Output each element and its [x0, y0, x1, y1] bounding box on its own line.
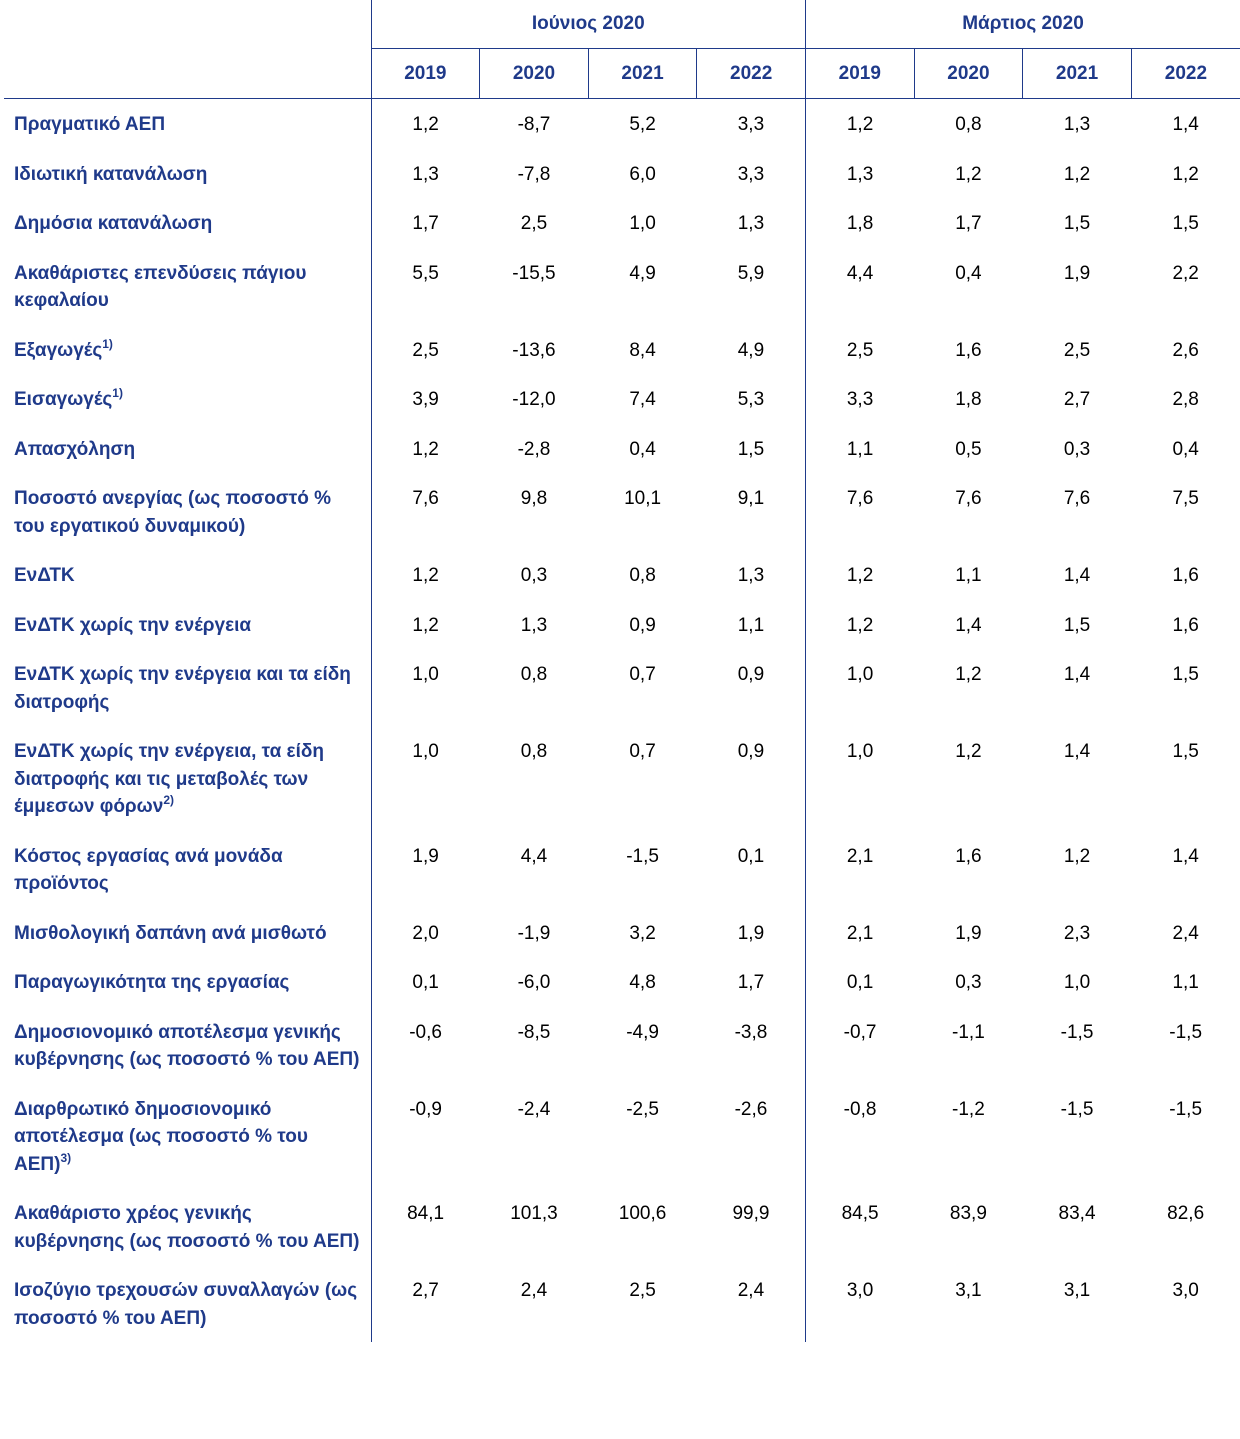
value-cell: 1,0 — [629, 213, 656, 234]
value-cell: 2,5 — [371, 325, 480, 375]
value-cell: -0,9 — [371, 1084, 480, 1189]
row-label — [4, 149, 371, 199]
value-cell: 4,9 — [737, 339, 765, 361]
value-cell: 2,4 — [520, 1280, 548, 1301]
value-cell: 2,7 — [371, 1265, 480, 1342]
value-cell: 7,6 — [955, 488, 982, 509]
value-cell: 1,4 — [1063, 741, 1091, 762]
value-cell: 4,8 — [629, 972, 656, 993]
value-cell: 1,2 — [955, 664, 982, 685]
value-cell: 1,7 — [737, 972, 765, 993]
value-cell: 2,5 — [629, 1280, 656, 1301]
value-cell: -1,5 — [1169, 1021, 1203, 1043]
table-row — [4, 649, 1240, 726]
value-cell: 1,8 — [955, 389, 982, 410]
value-cell: 4,4 — [520, 845, 548, 867]
table-row — [4, 473, 1240, 550]
row-label-text: Ιδιωτική κατανάλωση — [14, 163, 208, 185]
row-label-text: Κόστος εργασίας ανά μονάδα προϊόντος — [14, 845, 283, 894]
year-header: 2021 — [1023, 49, 1132, 99]
header-label-blank — [4, 49, 371, 99]
value-cell: 1,2 — [371, 550, 480, 600]
value-cell: 3,3 — [737, 163, 765, 185]
value-cell: 100,6 — [618, 1203, 667, 1224]
value-cell: 1,5 — [737, 438, 765, 460]
value-cell: 83,4 — [1058, 1203, 1096, 1224]
value-cell: 1,3 — [806, 149, 915, 199]
group-header-row — [4, 0, 1240, 49]
row-label — [4, 325, 371, 375]
table-row — [4, 1188, 1240, 1265]
value-cell: 2,4 — [737, 1280, 765, 1301]
value-cell: 7,4 — [629, 389, 656, 410]
value-cell: 2,5 — [1063, 339, 1091, 361]
year-header: 2019 — [371, 49, 480, 99]
year-header: 2021 — [588, 49, 697, 99]
row-label-text: ΕνΔΤΚ χωρίς την ενέργεια, τα είδη διατροφής και τις μεταβολές των έμμεσων φόρων — [14, 741, 324, 817]
table-row — [4, 248, 1240, 325]
value-cell: 2,3 — [1063, 922, 1091, 944]
table-row — [4, 600, 1240, 650]
value-cell: 2,8 — [1172, 389, 1199, 410]
value-cell: 1,3 — [520, 614, 548, 636]
table-row — [4, 726, 1240, 831]
value-cell: -0,8 — [806, 1084, 915, 1189]
value-cell: 6,0 — [629, 163, 656, 185]
table-row — [4, 1007, 1240, 1084]
value-cell: 1,2 — [806, 550, 915, 600]
row-label — [4, 1265, 371, 1342]
table-row — [4, 198, 1240, 248]
row-label-text: ΕνΔΤΚ χωρίς την ενέργεια και τα είδη διατροφής — [14, 664, 351, 713]
value-cell: 2,5 — [520, 213, 548, 234]
value-cell: 1,5 — [1172, 664, 1199, 685]
value-cell: 0,1 — [371, 957, 480, 1007]
table-row — [4, 424, 1240, 474]
row-label — [4, 424, 371, 474]
value-cell: -2,4 — [517, 1098, 551, 1120]
value-cell: -1,5 — [1060, 1021, 1094, 1043]
value-cell: 1,1 — [737, 614, 765, 636]
row-label-text: ΕνΔΤΚ χωρίς την ενέργεια — [14, 614, 252, 636]
value-cell: -1,1 — [952, 1021, 985, 1043]
value-cell: 2,1 — [806, 831, 915, 908]
row-label-text: Εισαγωγές — [14, 389, 113, 410]
value-cell: 2,6 — [1172, 339, 1199, 361]
value-cell: 4,4 — [806, 248, 915, 325]
value-cell: 1,3 — [737, 565, 765, 586]
value-cell: 5,3 — [737, 389, 765, 410]
value-cell: -0,7 — [806, 1007, 915, 1084]
value-cell: 0,8 — [520, 741, 548, 762]
value-cell: 2,5 — [806, 325, 915, 375]
year-header: 2020 — [480, 49, 589, 99]
table-row — [4, 831, 1240, 908]
value-cell: -1,5 — [626, 845, 659, 867]
value-cell: 82,6 — [1167, 1203, 1205, 1224]
value-cell: 83,9 — [949, 1203, 987, 1224]
value-cell: 1,6 — [955, 339, 982, 361]
value-cell: -2,5 — [626, 1098, 659, 1120]
row-label — [4, 550, 371, 600]
value-cell: 0,1 — [806, 957, 915, 1007]
row-label — [4, 1188, 371, 1265]
row-label-text: Δημόσια κατανάλωση — [14, 213, 213, 234]
row-label-text: ΕνΔΤΚ — [14, 565, 75, 586]
row-label — [4, 99, 371, 149]
value-cell: 99,9 — [732, 1203, 770, 1224]
value-cell: 1,9 — [371, 831, 480, 908]
value-cell: 5,2 — [629, 114, 656, 135]
value-cell: 1,0 — [806, 649, 915, 726]
value-cell: 1,4 — [955, 614, 982, 636]
value-cell: 1,0 — [371, 649, 480, 726]
table-row — [4, 957, 1240, 1007]
value-cell: 1,0 — [371, 726, 480, 831]
value-cell: 4,9 — [629, 262, 656, 284]
row-label-text: Πραγματικό ΑΕΠ — [14, 114, 166, 135]
group-june-2020: Ιούνιος 2020 — [371, 0, 805, 49]
value-cell: 1,3 — [737, 213, 765, 234]
value-cell: 8,4 — [629, 339, 656, 361]
value-cell: 1,1 — [806, 424, 915, 474]
value-cell: 1,4 — [1063, 664, 1091, 685]
value-cell: -8,5 — [517, 1021, 551, 1043]
value-cell: 0,3 — [520, 565, 548, 586]
value-cell: 0,4 — [955, 262, 982, 284]
value-cell: -1,2 — [952, 1098, 985, 1120]
year-header: 2022 — [697, 49, 806, 99]
value-cell: 1,5 — [1063, 614, 1091, 636]
row-label — [4, 600, 371, 650]
year-header: 2019 — [806, 49, 915, 99]
table-row — [4, 374, 1240, 424]
value-cell: 1,7 — [371, 198, 480, 248]
value-cell: 0,9 — [737, 664, 765, 685]
value-cell: -1,5 — [1169, 1098, 1203, 1120]
value-cell: -7,8 — [517, 163, 551, 185]
value-cell: 1,2 — [1063, 163, 1091, 185]
value-cell: -15,5 — [512, 262, 556, 284]
value-cell: 1,4 — [1063, 565, 1091, 586]
value-cell: 1,2 — [1172, 163, 1199, 185]
table-row — [4, 149, 1240, 199]
value-cell: 0,7 — [629, 741, 656, 762]
value-cell: 9,8 — [520, 488, 548, 509]
value-cell: 7,5 — [1172, 488, 1199, 509]
row-label — [4, 726, 371, 831]
value-cell: 2,0 — [371, 908, 480, 958]
table-body — [4, 99, 1240, 1343]
table-row — [4, 99, 1240, 149]
value-cell: 1,2 — [1063, 845, 1091, 867]
table-row — [4, 908, 1240, 958]
row-label-text: Ισοζύγιο τρεχουσών συναλλαγών (ως ποσοστό % του ΑΕΠ) — [14, 1280, 358, 1329]
value-cell: -6,0 — [517, 972, 551, 993]
value-cell: -4,9 — [626, 1021, 659, 1043]
header-blank — [4, 0, 371, 49]
value-cell: 1,5 — [1172, 741, 1199, 762]
value-cell: 0,8 — [955, 114, 982, 135]
year-header: 2022 — [1131, 49, 1240, 99]
value-cell: 3,0 — [1172, 1280, 1199, 1301]
value-cell: 0,3 — [955, 972, 982, 993]
value-cell: 1,2 — [806, 99, 915, 149]
value-cell: 1,9 — [955, 922, 982, 944]
value-cell: 1,0 — [1063, 972, 1091, 993]
value-cell: 1,6 — [955, 845, 982, 867]
value-cell: 3,1 — [955, 1280, 982, 1301]
group-march-2020: Μάρτιος 2020 — [806, 0, 1240, 49]
table-row — [4, 325, 1240, 375]
value-cell: 0,5 — [955, 438, 982, 460]
value-cell: 1,2 — [955, 741, 982, 762]
footnote-marker: 2) — [163, 793, 174, 807]
value-cell: -3,8 — [734, 1021, 768, 1043]
row-label — [4, 649, 371, 726]
row-label-text: Παραγωγικότητα της εργασίας — [14, 972, 290, 993]
value-cell: 3,3 — [737, 114, 765, 135]
value-cell: 3,9 — [371, 374, 480, 424]
value-cell: 1,9 — [1063, 262, 1091, 284]
row-label — [4, 1007, 371, 1084]
value-cell: 5,9 — [737, 262, 765, 284]
footnote-marker: 1) — [102, 336, 113, 351]
value-cell: 2,4 — [1172, 922, 1199, 944]
value-cell: 1,6 — [1172, 565, 1199, 586]
value-cell: 1,2 — [371, 600, 480, 650]
value-cell: -13,6 — [512, 339, 556, 361]
value-cell: 2,1 — [806, 908, 915, 958]
value-cell: 84,5 — [806, 1188, 915, 1265]
value-cell: 7,6 — [371, 473, 480, 550]
value-cell: 84,1 — [371, 1188, 480, 1265]
value-cell: 1,2 — [955, 163, 982, 185]
value-cell: 1,4 — [1172, 845, 1199, 867]
row-label-text: Εξαγωγές — [14, 339, 103, 361]
value-cell: 2,7 — [1063, 389, 1091, 410]
value-cell: -8,7 — [517, 114, 551, 135]
value-cell: 1,0 — [806, 726, 915, 831]
value-cell: 3,1 — [1063, 1280, 1091, 1301]
value-cell: 0,9 — [629, 614, 656, 636]
value-cell: 3,2 — [629, 922, 656, 944]
row-label — [4, 1084, 371, 1189]
value-cell: 1,1 — [955, 565, 982, 586]
value-cell: 1,2 — [371, 99, 480, 149]
value-cell: 1,3 — [1063, 114, 1091, 135]
value-cell: 1,5 — [1063, 213, 1091, 234]
year-header: 2020 — [914, 49, 1023, 99]
value-cell: 3,3 — [806, 374, 915, 424]
value-cell: 1,2 — [806, 600, 915, 650]
value-cell: 0,1 — [737, 845, 765, 867]
footnote-marker: 1) — [112, 386, 123, 400]
value-cell: 7,6 — [806, 473, 915, 550]
row-label-text: Απασχόληση — [14, 438, 136, 460]
value-cell: 0,3 — [1063, 438, 1091, 460]
row-label — [4, 374, 371, 424]
row-label — [4, 957, 371, 1007]
value-cell: 1,2 — [371, 424, 480, 474]
value-cell: 0,4 — [629, 438, 656, 460]
row-label-text: Δημοσιονομικό αποτέλεσμα γενικής κυβέρνησης (ως ποσοστό % του ΑΕΠ) — [14, 1021, 360, 1070]
year-header-row — [4, 49, 1240, 99]
value-cell: -1,5 — [1060, 1098, 1094, 1120]
row-label — [4, 908, 371, 958]
value-cell: 3,0 — [806, 1265, 915, 1342]
value-cell: 0,8 — [629, 565, 656, 586]
value-cell: 1,5 — [1172, 213, 1199, 234]
value-cell: -12,0 — [512, 389, 556, 410]
footnote-marker: 3) — [60, 1150, 72, 1165]
value-cell: 1,6 — [1172, 614, 1199, 636]
value-cell: -1,9 — [517, 922, 551, 944]
value-cell: -0,6 — [371, 1007, 480, 1084]
table-row — [4, 1084, 1240, 1189]
value-cell: 5,5 — [371, 248, 480, 325]
value-cell: 7,6 — [1063, 488, 1091, 509]
value-cell: -2,8 — [517, 438, 551, 460]
value-cell: 0,9 — [737, 741, 765, 762]
value-cell: 1,1 — [1172, 972, 1199, 993]
row-label-text: Διαρθρωτικό δημοσιονομικό αποτέλεσμα (ως ποσοστό % του ΑΕΠ) — [14, 1098, 308, 1175]
value-cell: 1,9 — [737, 922, 765, 944]
value-cell: 0,4 — [1172, 438, 1199, 460]
value-cell: 1,4 — [1172, 114, 1199, 135]
row-label-text: Ποσοστό ανεργίας (ως ποσοστό % του εργατικού δυναμικού) — [14, 488, 332, 537]
row-label-text: Μισθολογική δαπάνη ανά μισθωτό — [14, 922, 327, 944]
value-cell: 0,8 — [520, 664, 548, 685]
value-cell: 1,7 — [955, 213, 982, 234]
projections-table — [4, 0, 1240, 1342]
value-cell: 0,7 — [629, 664, 656, 685]
row-label — [4, 831, 371, 908]
value-cell: 101,3 — [510, 1203, 558, 1224]
value-cell: -2,6 — [734, 1098, 768, 1120]
value-cell: 9,1 — [737, 488, 765, 509]
row-label — [4, 473, 371, 550]
table-row — [4, 550, 1240, 600]
row-label-text: Ακαθάριστο χρέος γενικής κυβέρνησης (ως ποσοστό % του ΑΕΠ) — [14, 1203, 360, 1252]
value-cell: 1,3 — [371, 149, 480, 199]
table-row — [4, 1265, 1240, 1342]
row-label-text: Ακαθάριστες επενδύσεις πάγιου κεφαλαίου — [14, 262, 307, 311]
value-cell: 1,8 — [806, 198, 915, 248]
value-cell: 2,2 — [1172, 262, 1199, 284]
row-label — [4, 198, 371, 248]
value-cell: 10,1 — [624, 488, 662, 509]
row-label — [4, 248, 371, 325]
